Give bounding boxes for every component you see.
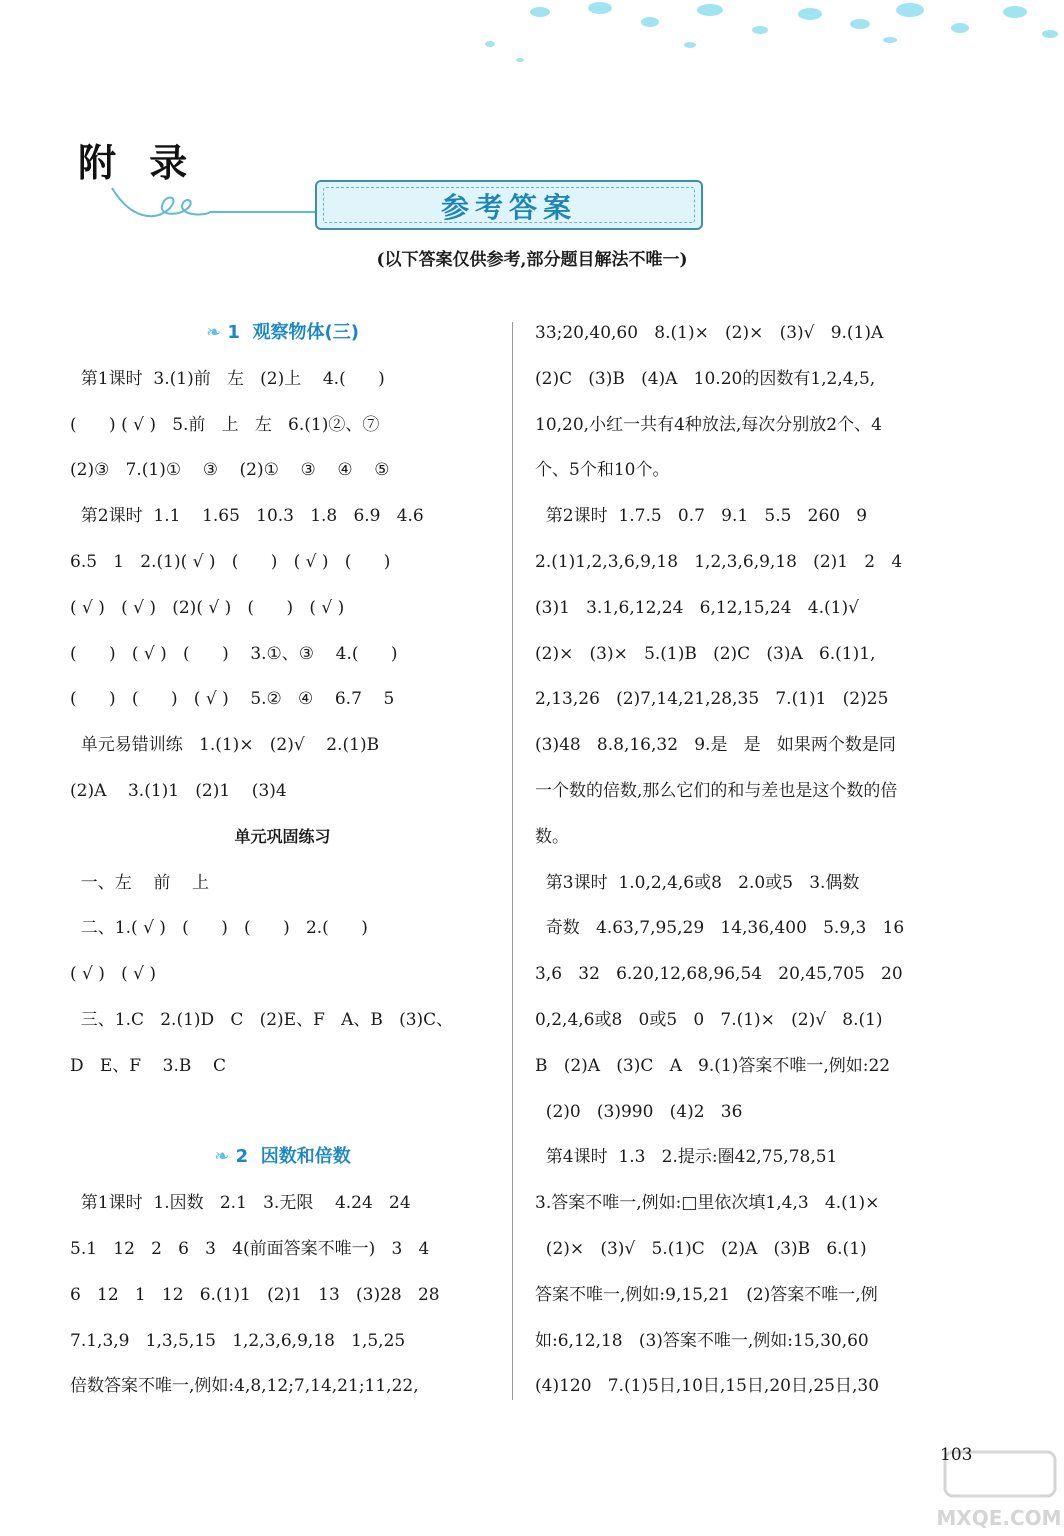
- left-answer-line: 5.1 12 2 6 3 4(前面答案不唯一) 3 4: [70, 1238, 430, 1259]
- left-answer-line: 单元易错训练 1.(1)× (2)√ 2.(1)B: [70, 735, 380, 756]
- right-answer-line: (2)× (3)√ 5.(1)C (2)A (3)B 6.(1): [535, 1238, 867, 1259]
- decorative-leaves-icon: [460, 0, 1064, 80]
- banner-title: 参考答案: [440, 191, 577, 224]
- left-answer-line: 二、1.( √ ) ( ) ( ) 2.( ): [70, 918, 368, 939]
- right-answer-line: 3,6 32 6.20,12,68,96,54 20,45,705 20: [535, 964, 903, 985]
- right-column: [535, 320, 960, 1419]
- section-heading: [70, 320, 495, 366]
- left-answer-line: (2)③ 7.(1)① ③ (2)① ③ ④ ⑤: [70, 460, 390, 481]
- subsection-heading: 单元巩固练习: [234, 826, 331, 846]
- left-answer-line: 7.1,3,9 1,3,5,15 1,2,3,6,9,18 1,5,25: [70, 1330, 406, 1351]
- column-divider: [512, 322, 513, 1400]
- left-answer-line: ( ) ( ) ( √ ) 5.② ④ 6.7 5: [70, 689, 395, 710]
- left-answer-line: 6.5 1 2.(1)( √ ) ( ) ( √ ) ( ): [70, 551, 391, 572]
- appendix-title: 附 录: [78, 141, 198, 185]
- left-answer-line: 6 12 1 12 6.(1)1 (2)1 13 (3)28 28: [70, 1284, 440, 1305]
- right-answer-line: 第4课时 1.3 2.提示:圈42,75,78,51: [535, 1147, 838, 1168]
- right-answer-line: 33;20,40,60 8.(1)× (2)× (3)√ 9.(1)A: [535, 323, 884, 343]
- right-answer-line: (2)× (3)× 5.(1)B (2)C (3)A 6.(1)1,: [535, 643, 876, 664]
- left-answer-line: [70, 1099, 495, 1145]
- right-answer-line: 数。: [535, 826, 569, 847]
- left-column: [70, 320, 495, 1419]
- right-answer-line: 第2课时 1.7.5 0.7 9.1 5.5 260 9: [535, 506, 868, 527]
- left-answer-line: ( ) ( √ ) ( ) 3.①、③ 4.( ): [70, 643, 398, 664]
- right-answer-line: 个、5个和10个。: [535, 460, 670, 481]
- right-answer-line: 奇数 4.63,7,95,29 14,36,400 5.9,3 16: [535, 918, 905, 939]
- right-answer-line: (3)48 8.8,16,32 9.是 是 如果两个数是同: [535, 735, 896, 756]
- left-answer-line: ( ) ( √ ) 5.前 上 左 6.(1)②、⑦: [70, 414, 380, 435]
- leaf-marker-icon: ❧: [214, 1146, 236, 1168]
- right-answer-line: (4)120 7.(1)5日,10日,15日,20日,25日,30: [535, 1376, 880, 1397]
- swirl-ornament-icon: [110, 178, 320, 228]
- right-answer-line: 答案不唯一,例如:9,15,21 (2)答案不唯一,例: [535, 1284, 878, 1305]
- right-answer-line: 一个数的倍数,那么它们的和与差也是这个数的倍: [535, 780, 898, 801]
- section-heading: [70, 1144, 495, 1190]
- left-answer-line: 第2课时 1.1 1.65 10.3 1.8 6.9 4.6: [70, 506, 424, 527]
- left-answer-line: 三、1.C 2.(1)D C (2)E、F A、B (3)C、: [70, 1009, 454, 1030]
- right-answer-line: 0,2,4,6或8 0或5 0 7.(1)× (2)√ 8.(1): [535, 1009, 883, 1030]
- left-answer-line: ( √ ) ( √ ): [70, 964, 157, 985]
- answer-note: (以下答案仅供参考,部分题目解法不唯一): [376, 250, 688, 270]
- left-answer-line: 第1课时 3.(1)前 左 (2)上 4.( ): [70, 368, 385, 389]
- section-heading-text: 1 观察物体(三): [227, 322, 359, 343]
- right-answer-line: 如:6,12,18 (3)答案不唯一,例如:15,30,60: [535, 1330, 869, 1351]
- left-answer-line: ( √ ) ( √ ) (2)( √ ) ( ) ( √ ): [70, 597, 345, 618]
- section-heading-text: 2 因数和倍数: [235, 1146, 351, 1168]
- left-answer-line: 倍数答案不唯一,例如:4,8,12;7,14,21;11,22,: [70, 1376, 419, 1397]
- svg-text:MXQE.COM: MXQE.COM: [936, 1506, 1062, 1530]
- right-answer-line: 第3课时 1.0,2,4,6或8 2.0或5 3.偶数: [535, 872, 860, 893]
- left-answer-line: 一、左 前 上: [70, 872, 210, 893]
- left-answer-line: 第1课时 1.因数 2.1 3.无限 4.24 24: [70, 1193, 411, 1214]
- right-answer-line: (3)1 3.1,6,12,24 6,12,15,24 4.(1)√: [535, 597, 859, 618]
- right-answer-line: B (2)A (3)C A 9.(1)答案不唯一,例如:22: [535, 1055, 891, 1076]
- right-answer-line: 10,20,小红一共有4种放法,每次分别放2个、4: [535, 414, 882, 435]
- leaf-marker-icon: ❧: [206, 322, 228, 343]
- page-number: 103: [940, 1445, 973, 1465]
- right-answer-line: 2.(1)1,2,3,6,9,18 1,2,3,6,9,18 (2)1 2 4: [535, 551, 903, 572]
- left-answer-line: D E、F 3.B C: [70, 1055, 226, 1076]
- right-answer-line: (2)0 (3)990 (4)2 36: [535, 1101, 743, 1122]
- right-answer-line: (2)C (3)B (4)A 10.20的因数有1,2,4,5,: [535, 368, 876, 389]
- right-answer-line: 2,13,26 (2)7,14,21,28,35 7.(1)1 (2)25: [535, 689, 889, 710]
- right-answer-line: 3.答案不唯一,例如:□里依次填1,4,3 4.(1)×: [535, 1193, 880, 1214]
- left-answer-line: (2)A 3.(1)1 (2)1 (3)4: [70, 780, 287, 801]
- answer-banner: [315, 180, 703, 230]
